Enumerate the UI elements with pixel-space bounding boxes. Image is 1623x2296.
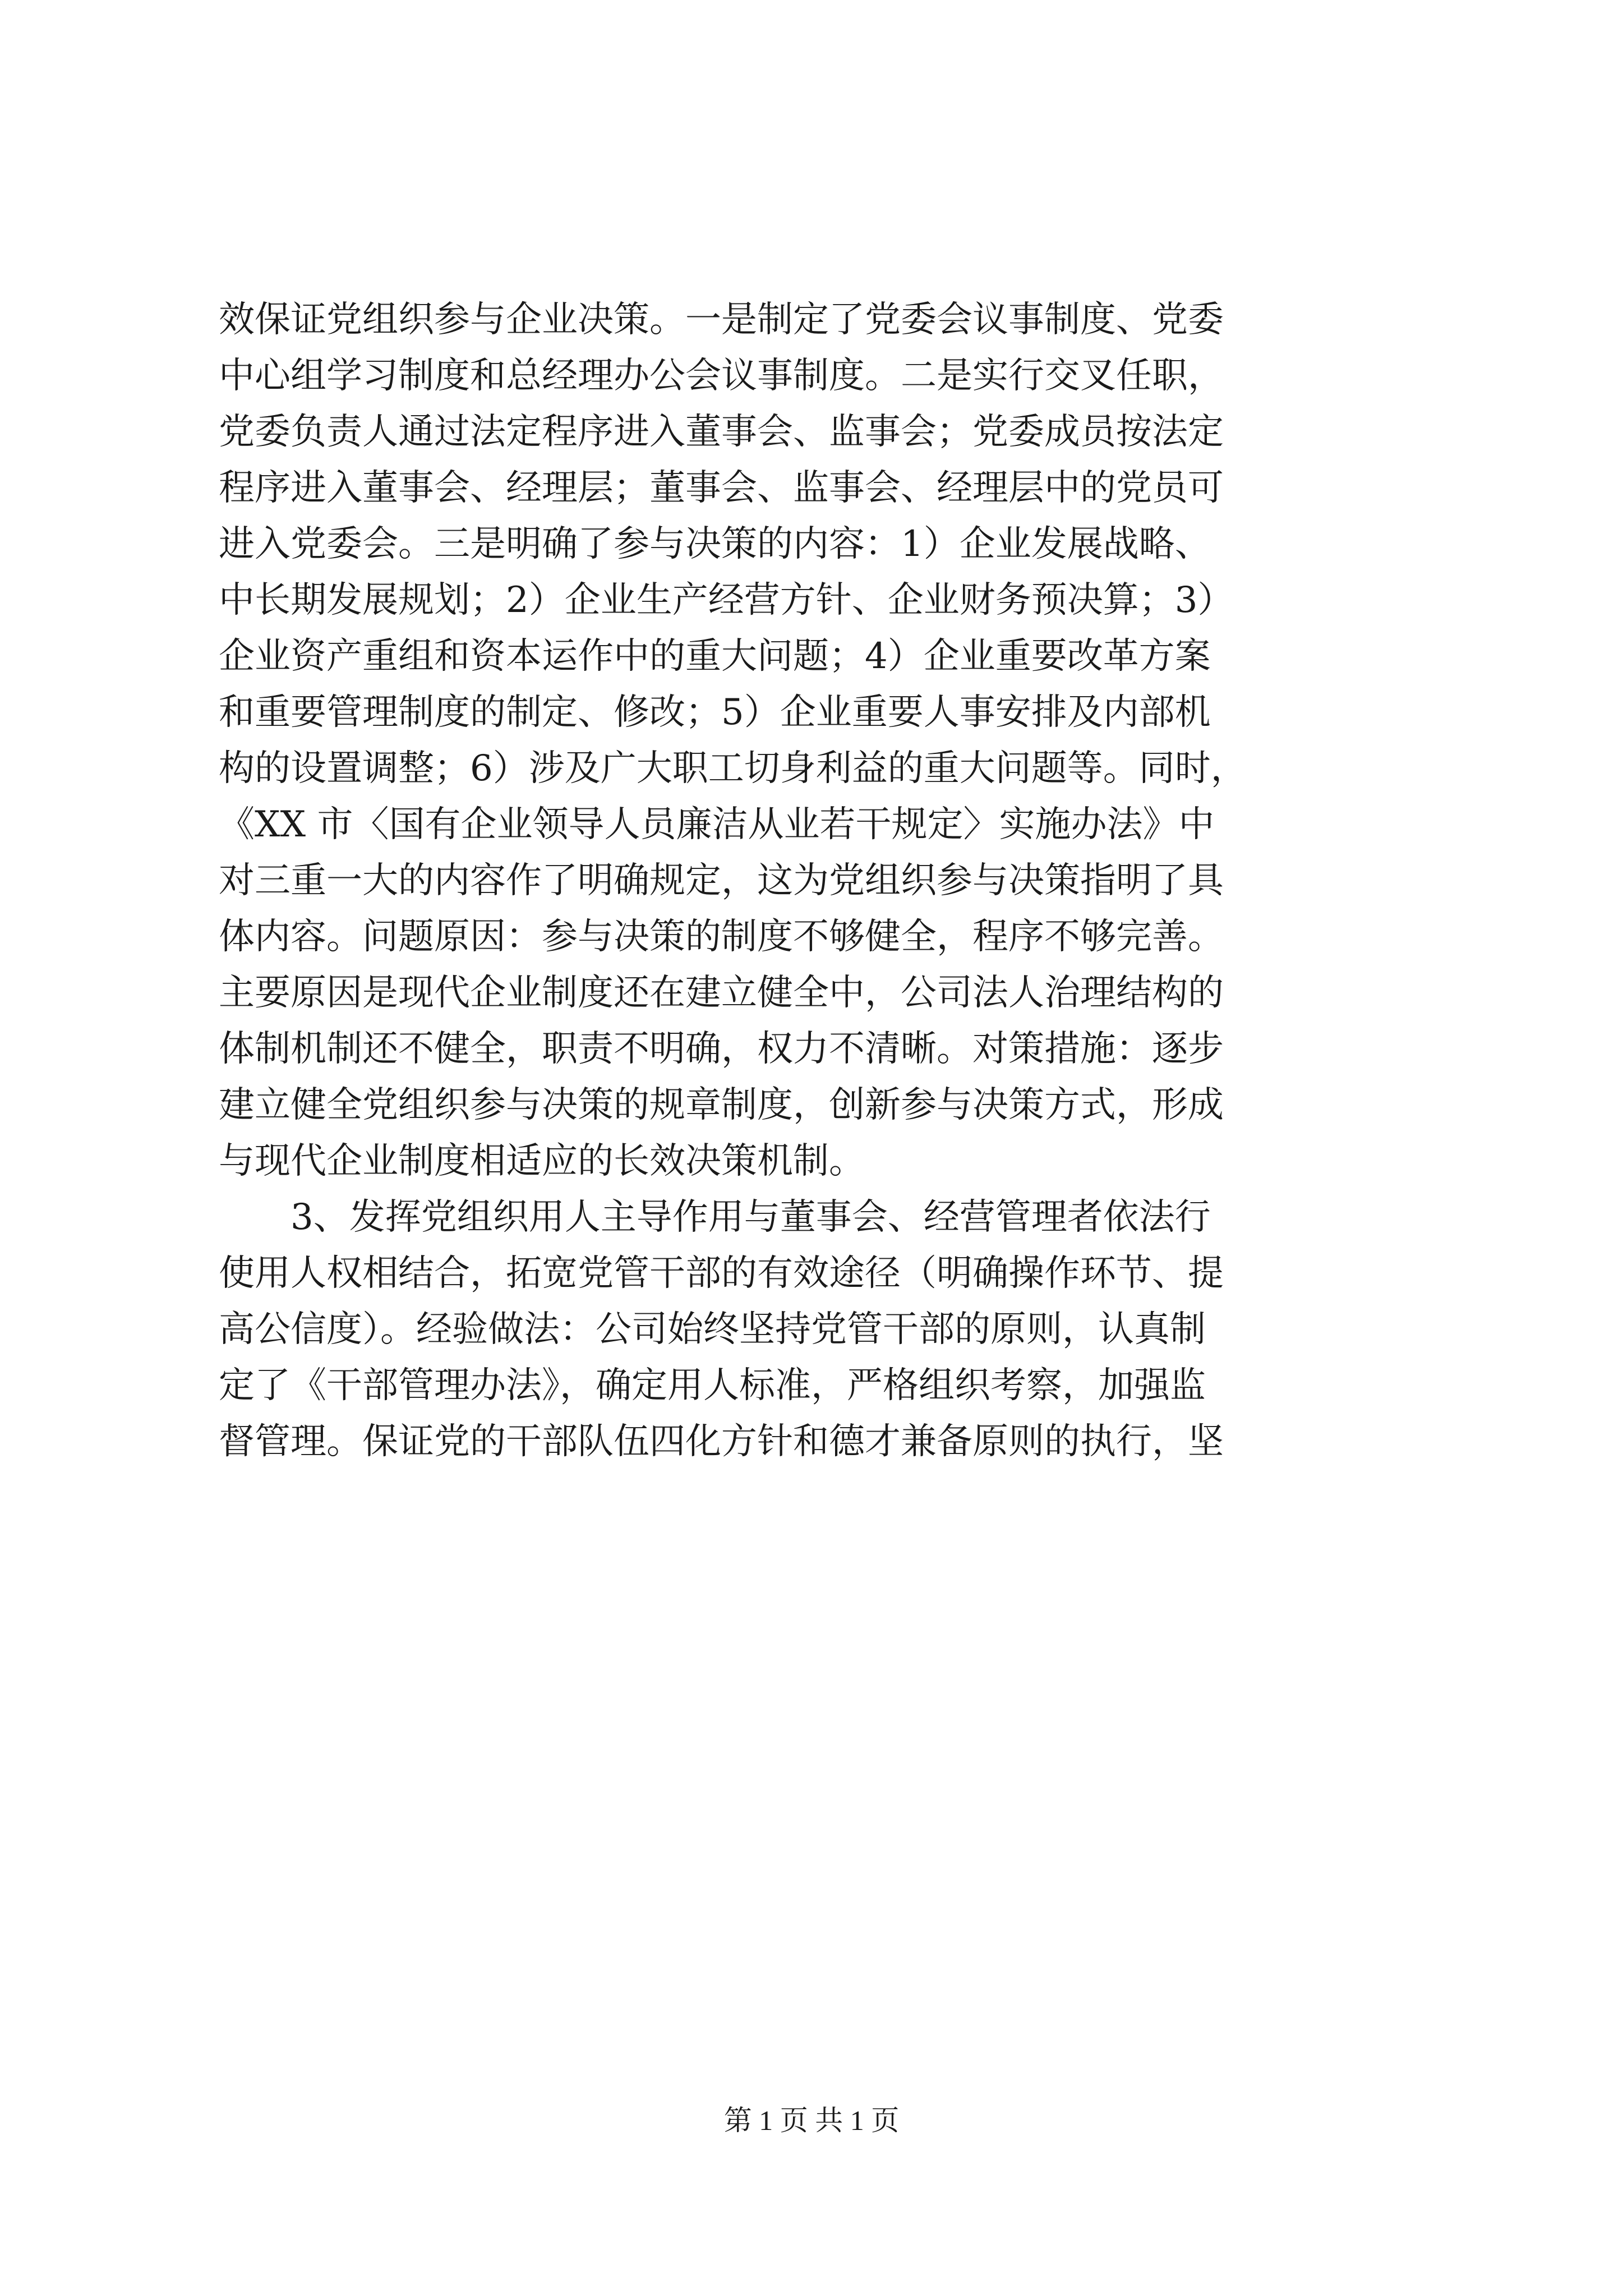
text-line: 构的设置调整；6）涉及广大职工切身利益的重大问题等。同时， [219, 748, 1247, 789]
text-line: 中心组学习制度和总经理办公会议事制度。二是实行交叉任职， [219, 355, 1224, 397]
text-line: 主要原因是现代企业制度还在建立健全中，公司法人治理结构的 [219, 972, 1224, 1014]
text-line: 3、发挥党组织用人主导作用与董事会、经营管理者依法行 [219, 1197, 1211, 1238]
page-footer [0, 2098, 1623, 2143]
text-line: 《XX 市〈国有企业领导人员廉洁从业若干规定〉实施办法》中 [219, 804, 1215, 845]
text-line: 进入党委会。三是明确了参与决策的内容：1）企业发展战略、 [219, 523, 1211, 565]
text-line: 使用人权相结合，拓宽党管干部的有效途径（明确操作环节、提 [219, 1253, 1224, 1294]
text-line: 中长期发展规划；2）企业生产经营方针、企业财务预决算；3） [219, 579, 1234, 621]
text-line: 对三重一大的内容作了明确规定，这为党组织参与决策指明了具 [219, 860, 1224, 901]
text-line: 程序进入董事会、经理层；董事会、监事会、经理层中的党员可 [219, 467, 1224, 509]
text-line: 督管理。保证党的干部队伍四化方针和德才兼备原则的执行，坚 [219, 1421, 1224, 1462]
text-line: 体制机制还不健全，职责不明确，权力不清晰。对策措施：逐步 [219, 1028, 1224, 1070]
text-line: 定了《干部管理办法》，确定用人标准，严格组织考察，加强监 [219, 1365, 1206, 1406]
page-number: 第 1 页 共 1 页 [723, 2105, 900, 2136]
text-line: 和重要管理制度的制定、修改；5）企业重要人事安排及内部机 [219, 692, 1211, 733]
text-line: 与现代企业制度相适应的长效决策机制。 [219, 1140, 865, 1182]
text-line: 体内容。问题原因：参与决策的制度不够健全，程序不够完善。 [219, 916, 1224, 958]
text-line: 高公信度）。经验做法：公司始终坚持党管干部的原则，认真制 [219, 1309, 1206, 1350]
text-line: 企业资产重组和资本运作中的重大问题；4）企业重要改革方案 [219, 636, 1211, 677]
document-body [219, 292, 1441, 1470]
text-line: 党委负责人通过法定程序进入董事会、监事会；党委成员按法定 [219, 411, 1224, 453]
text-line: 效保证党组织参与企业决策。一是制定了党委会议事制度、党委 [219, 299, 1224, 341]
text-line: 建立健全党组织参与决策的规章制度，创新参与决策方式，形成 [219, 1084, 1224, 1126]
